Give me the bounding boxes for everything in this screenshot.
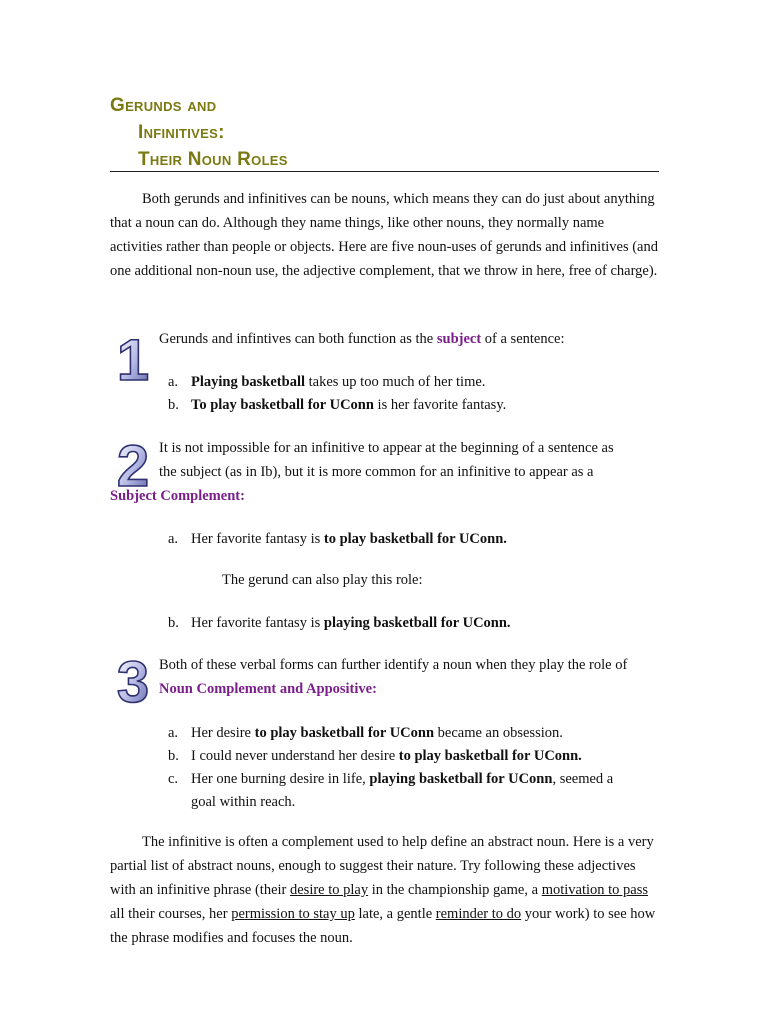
step-1-before: Gerunds and infintives can both function as the bbox=[159, 331, 437, 347]
list-letter: b. bbox=[168, 615, 179, 631]
example-bold: playing basketball for UConn bbox=[369, 771, 553, 787]
list-item bbox=[168, 768, 658, 814]
example-pre: Her favorite fantasy is bbox=[191, 531, 324, 547]
svg-text:3: 3 bbox=[116, 652, 150, 706]
example-pre: I could never understand her desire bbox=[191, 748, 399, 764]
term-subject-complement: Subject Complement: bbox=[110, 488, 245, 504]
title-line-1: Gerunds and bbox=[110, 95, 217, 116]
example-post: became an obsession. bbox=[434, 725, 563, 741]
list-letter: b. bbox=[168, 748, 179, 764]
closing-paragraph bbox=[110, 830, 659, 950]
example-bold: To play basketball for UConn bbox=[191, 397, 374, 413]
example-bold: playing basketball for UConn. bbox=[323, 615, 511, 631]
list-item bbox=[168, 528, 658, 551]
list-item bbox=[168, 745, 658, 768]
example-rest: is her favorite fantasy. bbox=[373, 397, 507, 413]
list-item bbox=[168, 722, 658, 745]
step-2-line-2: the subject (as in Ib), but it is more common for an infinitive to appear as a bbox=[159, 464, 594, 480]
closing-text-4: late, a gentle bbox=[354, 906, 436, 922]
term-subject: subject bbox=[436, 331, 482, 347]
list-letter: a. bbox=[168, 725, 179, 741]
svg-text:2: 2 bbox=[116, 436, 150, 490]
example-bold: Playing basketball bbox=[191, 374, 306, 390]
step-1-after: of a sentence: bbox=[481, 331, 565, 347]
title-line-2: Infinitives: bbox=[138, 122, 225, 143]
list-letter: c. bbox=[168, 771, 179, 787]
example-bold: to play basketball for UConn. bbox=[323, 531, 507, 547]
page-title bbox=[110, 92, 288, 173]
example-rest: takes up too much of her time. bbox=[305, 374, 486, 390]
underlined-phrase: motivation to pass bbox=[541, 882, 649, 898]
closing-text-3: all their courses, her bbox=[110, 906, 232, 922]
list-item bbox=[168, 612, 658, 635]
list-letter: a. bbox=[168, 374, 179, 390]
example-bold: to play basketball for UConn bbox=[254, 725, 435, 741]
example-pre: Her one burning desire in life, bbox=[191, 771, 370, 787]
example-pre: Her desire bbox=[191, 725, 255, 741]
list-letter: b. bbox=[168, 397, 179, 413]
step-2-line-1: It is not impossible for an infinitive to appear at the beginning of a sentence as bbox=[159, 440, 614, 456]
svg-text:1: 1 bbox=[116, 330, 150, 384]
example-pre: Her favorite fantasy is bbox=[191, 615, 324, 631]
numeral-2-icon bbox=[112, 436, 154, 490]
underlined-phrase: permission to stay up bbox=[231, 906, 355, 922]
list-item bbox=[168, 371, 658, 394]
closing-text-2: in the championship game, a bbox=[368, 882, 542, 898]
intro-paragraph: Both gerunds and infinitives can be nouns, which means they can do just about anything that a noun can do. Although they name things, like other nouns, they normally name activities rather than people or objects. Here are five noun-uses of gerunds and infinitives (and one additional non-noun use, the adjective complement, that we throw in here, free of charge). bbox=[110, 191, 658, 279]
title-line-3: Their Noun Roles bbox=[138, 149, 288, 170]
gerund-note: The gerund can also play this role: bbox=[222, 572, 423, 588]
numeral-3-icon bbox=[112, 652, 154, 706]
step-1-text bbox=[159, 327, 659, 351]
example-continuation: goal within reach. bbox=[191, 794, 296, 810]
example-post: , seemed a bbox=[552, 771, 614, 787]
numeral-1-icon bbox=[112, 330, 154, 384]
step-3-line-1: Both of these verbal forms can further identify a noun when they play the role of bbox=[159, 657, 628, 673]
closing-text-5: your work) to see how the phrase modifies and focuses the noun. bbox=[110, 906, 656, 946]
term-noun-complement: Noun Complement and Appositive: bbox=[159, 681, 377, 697]
underlined-phrase: reminder to do bbox=[435, 906, 522, 922]
underlined-phrase: desire to play bbox=[290, 882, 369, 898]
list-letter: a. bbox=[168, 531, 179, 547]
closing-text-1: The infinitive is often a complement used to help define an abstract noun. Here is a very partial list of abstract nouns, enough to suggest their nature. Try following these adjectives with an infinitive phrase (their bbox=[110, 834, 654, 898]
list-item bbox=[168, 394, 658, 417]
example-bold: to play basketball for UConn. bbox=[398, 748, 582, 764]
title-divider bbox=[110, 171, 659, 172]
